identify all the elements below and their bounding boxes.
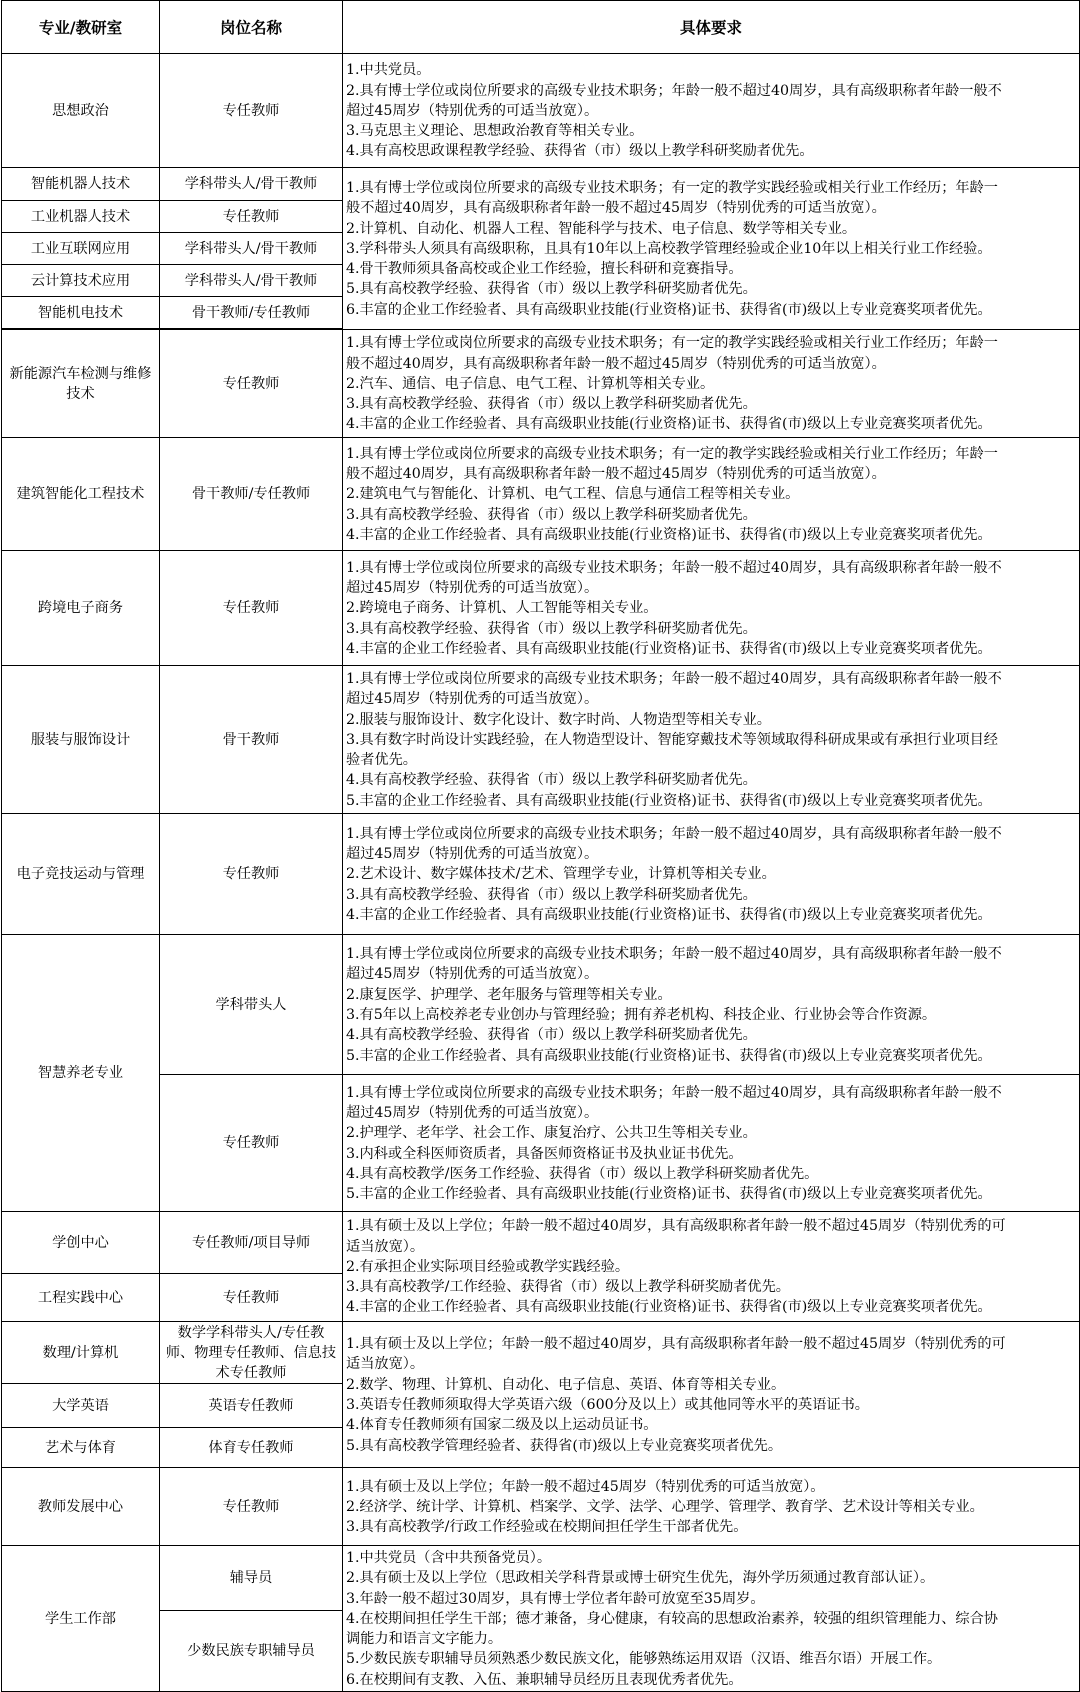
requirements-cell	[343, 168, 1080, 330]
requirement-line: 4.在校期间担任学生干部；德才兼备，身心健康，有较高的思想政治素养，较强的组织管理能力、综合协	[346, 1610, 998, 1627]
requirement-line: 1.具有博士学位或岗位所要求的高级专业技术职务；年龄一般不超过40周岁，具有高级职称者年龄一般不	[346, 825, 1002, 842]
requirement-line: 4.具有高校思政课程教学经验、获得省（市）级以上教学科研奖励者优先。	[346, 143, 814, 160]
major-cell: 工业机器人技术	[2, 201, 160, 233]
requirements-cell	[343, 1075, 1080, 1212]
position-cell: 专任教师	[160, 551, 343, 666]
header-major: 专业/教研室	[2, 1, 160, 54]
position-cell: 体育专任教师	[160, 1428, 343, 1468]
requirement-line: 适当放宽）。	[346, 1238, 425, 1255]
requirement-line: 3.马克思主义理论、思想政治教育等相关专业。	[346, 123, 644, 140]
position-cell: 专任教师	[160, 1075, 343, 1212]
recruitment-table	[1, 0, 1080, 1692]
position-cell: 辅导员	[160, 1546, 343, 1611]
position-cell: 学科带头人/骨干教师	[160, 233, 343, 265]
header-row	[2, 1, 1080, 54]
table-row	[2, 1322, 1080, 1384]
requirement-line: 超过45周岁（特别优秀的可适当放宽）。	[346, 846, 599, 863]
table-row	[2, 168, 1080, 201]
requirement-line: 1.具有硕士及以上学位；年龄一般不超过45周岁（特别优秀的可适当放宽）。	[346, 1478, 825, 1495]
requirements-cell	[343, 54, 1080, 168]
requirement-line: 调能力和语言文字能力。	[346, 1631, 503, 1648]
header-requirements: 具体要求	[343, 1, 1080, 54]
major-cell: 新能源汽车检测与维修技术	[2, 330, 160, 438]
position-cell: 数学学科带头人/专任教师、物理专任教师、信息技术专任教师	[160, 1322, 343, 1384]
requirement-line: 4.具有高校教学经验、获得省（市）级以上教学科研奖励者优先。	[346, 1027, 757, 1044]
requirement-line: 6.丰富的企业工作经验者、具有高级职业技能(行业资格)证书、获得省(市)级以上专业竞赛奖项者优先。	[346, 301, 992, 318]
requirement-line: 般不超过40周岁，具有高级职称者年龄一般不超过45周岁（特别优秀的可适当放宽）。	[346, 466, 886, 483]
requirement-line: 2.经济学、统计学、计算机、档案学、文学、法学、心理学、管理学、教育学、艺术设计等相关专业。	[346, 1498, 984, 1515]
table-row	[2, 1546, 1080, 1611]
major-cell: 工程实践中心	[2, 1274, 160, 1322]
requirement-line: 3.具有高校教学经验、获得省（市）级以上教学科研奖励者优先。	[346, 620, 757, 637]
requirements-cell	[343, 666, 1080, 814]
position-cell: 英语专任教师	[160, 1384, 343, 1428]
requirement-line: 超过45周岁（特别优秀的可适当放宽）。	[346, 580, 599, 597]
requirement-line: 超过45周岁（特别优秀的可适当放宽）。	[346, 1104, 599, 1121]
major-cell: 智慧养老专业	[2, 935, 160, 1212]
major-cell: 学创中心	[2, 1212, 160, 1274]
requirement-line: 2.服装与服饰设计、数字化设计、数字时尚、人物造型等相关专业。	[346, 711, 771, 728]
position-cell: 专任教师	[160, 54, 343, 168]
major-cell: 艺术与体育	[2, 1428, 160, 1468]
requirement-line: 3.具有高校教学/行政工作经验或在校期间担任学生干部者优先。	[346, 1519, 748, 1536]
requirement-line: 2.康复医学、护理学、老年服务与管理等相关专业。	[346, 986, 672, 1003]
position-cell: 学科带头人	[160, 935, 343, 1075]
requirement-line: 3.具有高校教学经验、获得省（市）级以上教学科研奖励者优先。	[346, 886, 757, 903]
requirement-line: 2.有承担企业实际项目经验或教学实践经验。	[346, 1258, 630, 1275]
requirement-line: 2.具有硕士及以上学位（思政相关学科背景或博士研究生优先，海外学历须通过教育部认证）。	[346, 1570, 935, 1587]
requirements-cell	[343, 1212, 1080, 1322]
requirement-line: 2.跨境电子商务、计算机、人工智能等相关专业。	[346, 600, 658, 617]
requirement-line: 5.具有高校教学经验、获得省（市）级以上教学科研奖励者优先。	[346, 281, 757, 298]
table-row	[2, 1075, 1080, 1212]
requirements-cell	[343, 814, 1080, 935]
major-cell: 建筑智能化工程技术	[2, 438, 160, 551]
requirement-line: 2.护理学、老年学、社会工作、康复治疗、公共卫生等相关专业。	[346, 1125, 757, 1142]
requirement-line: 超过45周岁（特别优秀的可适当放宽）。	[346, 966, 599, 983]
position-cell: 专任教师	[160, 1468, 343, 1546]
position-cell: 学科带头人/骨干教师	[160, 168, 343, 201]
requirement-line: 2.数学、物理、计算机、自动化、电子信息、英语、体育等相关专业。	[346, 1376, 786, 1393]
table-row	[2, 666, 1080, 814]
requirement-line: 4.具有高校教学/医务工作经验、获得省（市）级以上教学科研奖励者优先。	[346, 1165, 819, 1182]
requirement-line: 3.年龄一般不超过30周岁，具有博士学位者年龄可放宽至35周岁。	[346, 1590, 765, 1607]
requirement-line: 1.具有博士学位或岗位所要求的高级专业技术职务；年龄一般不超过40周岁，具有高级职称者年龄一般不	[346, 670, 1002, 687]
requirement-line: 般不超过40周岁，具有高级职称者年龄一般不超过45周岁（特别优秀的可适当放宽）。	[346, 355, 886, 372]
table-row	[2, 1468, 1080, 1546]
requirement-line: 2.艺术设计、数字媒体技术/艺术、管理学专业，计算机等相关专业。	[346, 866, 776, 883]
requirement-line: 1.具有博士学位或岗位所要求的高级专业技术职务；有一定的教学实践经验或相关行业工作经历；年龄一	[346, 335, 998, 352]
requirement-line: 4.丰富的企业工作经验者、具有高级职业技能(行业资格)证书、获得省(市)级以上专业竞赛奖项者优先。	[346, 640, 992, 657]
table-row	[2, 1212, 1080, 1274]
requirement-line: 4.体育专任教师须有国家二级及以上运动员证书。	[346, 1417, 658, 1434]
major-cell: 智能机电技术	[2, 297, 160, 329]
requirement-line: 1.具有博士学位或岗位所要求的高级专业技术职务；有一定的教学实践经验或相关行业工作经历；年龄一	[346, 179, 998, 196]
requirement-line: 4.丰富的企业工作经验者、具有高级职业技能(行业资格)证书、获得省(市)级以上专业竞赛奖项者优先。	[346, 1299, 992, 1316]
position-cell: 专任教师/项目导师	[160, 1212, 343, 1274]
table-row	[2, 935, 1080, 1075]
requirement-line: 3.具有高校教学经验、获得省（市）级以上教学科研奖励者优先。	[346, 396, 757, 413]
position-cell: 专任教师	[160, 814, 343, 935]
requirement-line: 5.具有高校教学管理经验者、获得省(市)级以上专业竞赛奖项者优先。	[346, 1437, 783, 1454]
requirements-cell	[343, 1468, 1080, 1546]
requirements-cell	[343, 438, 1080, 551]
table-row	[2, 551, 1080, 666]
requirement-line: 1.中共党员（含中共预备党员）。	[346, 1550, 552, 1566]
requirement-line: 1.具有博士学位或岗位所要求的高级专业技术职务；年龄一般不超过40周岁，具有高级职称者年龄一般不	[346, 559, 1002, 576]
requirement-line: 3.具有高校教学/工作经验、获得省（市）级以上教学科研奖励者优先。	[346, 1279, 790, 1296]
major-cell: 跨境电子商务	[2, 551, 160, 666]
requirement-line: 超过45周岁（特别优秀的可适当放宽）。	[346, 102, 599, 119]
position-cell: 少数民族专职辅导员	[160, 1610, 343, 1691]
requirement-line: 6.在校期间有支教、入伍、兼职辅导员经历且表现优秀者优先。	[346, 1671, 743, 1688]
major-cell: 智能机器人技术	[2, 168, 160, 201]
requirement-line: 1.具有硕士及以上学位；年龄一般不超过40周岁，具有高级职称者年龄一般不超过45周岁（特别优秀的可	[346, 1336, 1006, 1353]
requirement-line: 般不超过40周岁，具有高级职称者年龄一般不超过45周岁（特别优秀的可适当放宽）。	[346, 200, 886, 217]
requirements-cell	[343, 1546, 1080, 1692]
requirement-line: 3.内科或全科医师资质者，具备医师资格证书及执业证书优先。	[346, 1145, 743, 1162]
position-cell: 专任教师	[160, 201, 343, 233]
requirement-line: 2.计算机、自动化、机器人工程、智能科学与技术、电子信息、数学等相关专业。	[346, 220, 857, 237]
requirement-line: 1.具有硕士及以上学位；年龄一般不超过40周岁，具有高级职称者年龄一般不超过45周岁（特别优秀的可	[346, 1218, 1006, 1235]
table-row	[2, 438, 1080, 551]
requirement-line: 3.具有高校教学经验、获得省（市）级以上教学科研奖励者优先。	[346, 506, 757, 523]
position-cell: 骨干教师	[160, 666, 343, 814]
position-cell: 专任教师	[160, 1274, 343, 1322]
requirement-line: 1.具有博士学位或岗位所要求的高级专业技术职务；年龄一般不超过40周岁，具有高级职称者年龄一般不	[346, 946, 1002, 963]
position-cell: 骨干教师/专任教师	[160, 438, 343, 551]
header-position: 岗位名称	[160, 1, 343, 54]
requirement-line: 5.少数民族专职辅导员须熟悉少数民族文化，能够熟练运用双语（汉语、维吾尔语）开展工作。	[346, 1651, 942, 1668]
table-row	[2, 54, 1080, 168]
position-cell: 学科带头人/骨干教师	[160, 265, 343, 297]
requirement-line: 4.丰富的企业工作经验者、具有高级职业技能(行业资格)证书、获得省(市)级以上专业竞赛奖项者优先。	[346, 416, 992, 433]
requirements-cell	[343, 1322, 1080, 1468]
requirement-line: 验者优先。	[346, 752, 417, 769]
major-cell: 电子竞技运动与管理	[2, 814, 160, 935]
requirement-line: 1.中共党员。	[346, 62, 431, 79]
major-cell: 工业互联网应用	[2, 233, 160, 265]
requirement-line: 2.建筑电气与智能化、计算机、电气工程、信息与通信工程等相关专业。	[346, 486, 800, 503]
requirement-line: 4.丰富的企业工作经验者、具有高级职业技能(行业资格)证书、获得省(市)级以上专业竞赛奖项者优先。	[346, 526, 992, 543]
requirement-line: 5.丰富的企业工作经验者、具有高级职业技能(行业资格)证书、获得省(市)级以上专业竞赛奖项者优先。	[346, 1186, 992, 1203]
major-cell: 学生工作部	[2, 1546, 160, 1692]
requirement-line: 适当放宽）。	[346, 1356, 425, 1373]
requirement-line: 4.骨干教师须具备高校或企业工作经验，擅长科研和竞赛指导。	[346, 261, 743, 278]
major-cell: 数理/计算机	[2, 1322, 160, 1384]
major-cell: 教师发展中心	[2, 1468, 160, 1546]
requirement-line: 1.具有博士学位或岗位所要求的高级专业技术职务；有一定的教学实践经验或相关行业工作经历；年龄一	[346, 445, 998, 462]
requirement-line: 4.具有高校教学经验、获得省（市）级以上教学科研奖励者优先。	[346, 772, 757, 789]
requirement-line: 3.具有数字时尚设计实践经验，在人物造型设计、智能穿戴技术等领域取得科研成果或有承担行业项目经	[346, 731, 998, 748]
requirements-cell	[343, 935, 1080, 1075]
requirement-line: 超过45周岁（特别优秀的可适当放宽）。	[346, 691, 599, 708]
requirement-line: 4.丰富的企业工作经验者、具有高级职业技能(行业资格)证书、获得省(市)级以上专业竞赛奖项者优先。	[346, 906, 992, 923]
requirement-line: 3.学科带头人须具有高级职称，且具有10年以上高校教学管理经验或企业10年以上相关行业工作经验。	[346, 240, 992, 257]
requirements-cell	[343, 551, 1080, 666]
table-row	[2, 814, 1080, 935]
major-cell: 大学英语	[2, 1384, 160, 1428]
table-row	[2, 330, 1080, 438]
requirement-line: 5.丰富的企业工作经验者、具有高级职业技能(行业资格)证书、获得省(市)级以上专业竞赛奖项者优先。	[346, 792, 992, 809]
position-cell: 专任教师	[160, 330, 343, 438]
requirement-line: 2.汽车、通信、电子信息、电气工程、计算机等相关专业。	[346, 375, 715, 392]
requirement-line: 5.丰富的企业工作经验者、具有高级职业技能(行业资格)证书、获得省(市)级以上专业竞赛奖项者优先。	[346, 1047, 992, 1064]
major-cell: 思想政治	[2, 54, 160, 168]
requirement-line: 3.有5年以上高校养老专业创办与管理经验；拥有养老机构、科技企业、行业协会等合作资源。	[346, 1007, 937, 1023]
major-cell: 服装与服饰设计	[2, 666, 160, 814]
position-cell: 骨干教师/专任教师	[160, 297, 343, 329]
requirement-line: 1.具有博士学位或岗位所要求的高级专业技术职务；年龄一般不超过40周岁，具有高级职称者年龄一般不	[346, 1084, 1002, 1101]
requirement-line: 3.英语专任教师须取得大学英语六级（600分及以上）或其他同等水平的英语证书。	[346, 1397, 869, 1413]
requirement-line: 2.具有博士学位或岗位所要求的高级专业技术职务；年龄一般不超过40周岁，具有高级职称者年龄一般不	[346, 82, 1002, 99]
requirements-cell	[343, 330, 1080, 438]
major-cell: 云计算技术应用	[2, 265, 160, 297]
